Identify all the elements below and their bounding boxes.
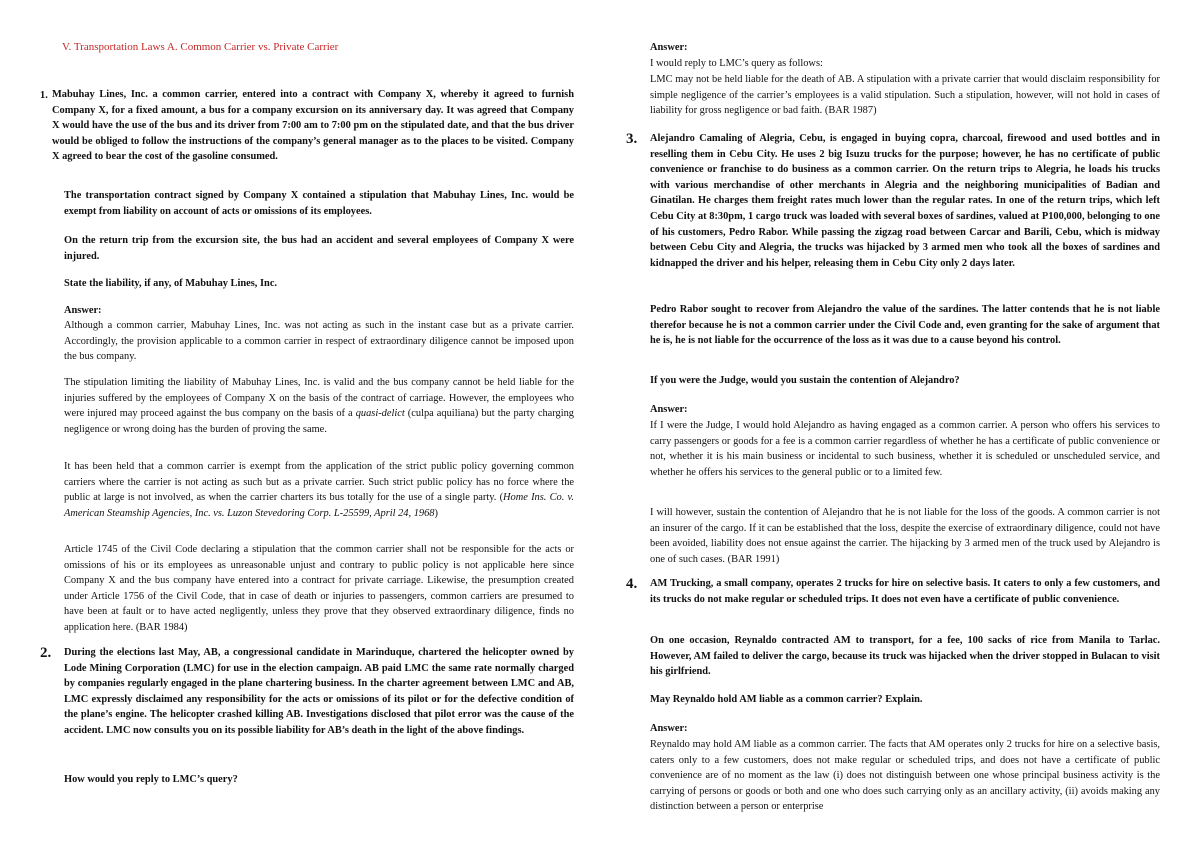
answer-1-p3-text-b: ): [434, 507, 438, 519]
answer-1-paragraph-1: Although a common carrier, Mabuhay Lines, Inc. was not acting as such in the instant case but as a private carrier. Accordingly, the provision applicable to a common carrier in respect of extraordinary diligence cannot be imposed upon the bus company.: [64, 320, 574, 363]
answer-4-label: Answer:: [650, 723, 688, 734]
question-3-number: 3.: [626, 131, 638, 147]
answer-4-paragraph-1: Reynaldo may hold AM liable as a common carrier. The facts that AM operates only 2 trucks for hire on a selective basis, caters only to a few customers, does not make regular or scheduled trips, and does not have a certificate of public convenience are of no moment as the law (i) does not distinguish between one whose principal business activity is the carrying of persons or goods or both and one who does such carrying only as an ancillary activity, (ii) avoids making any distinction between a person or enterprise: [650, 739, 1160, 813]
question-1-number: 1.: [40, 90, 48, 101]
question-2-text: During the elections last May, AB, a congressional candidate in Marinduque, chartered the helicopter owned by Lode Mining Corporation (LMC) for use in the election campaign. AB paid LMC the same rate normally charged by companies regularly engaged in the plane chartering business. In the charter agreement between LMC and AB, LMC expressly disclaimed any responsibility for the acts or omissions of its pilot or for the defective condition of the plane’s engine. The helicopter crashed killing AB. Investigations disclosed that pilot error was the cause of the accident. LMC now consults you on its possible liability for AB’s death in the light of the above findings.: [64, 647, 574, 736]
answer-1-p2-text-b: (culpa aquiliana) but the party charging negligence or wrong doing has the burden of proving the same.: [64, 408, 574, 435]
answer-3-paragraph-2: I will however, sustain the contention of Alejandro that he is not liable for the loss of the goods. A common carrier is not an insurer of the cargo. If it can be established that the loss, despite the exercise of extraordinary diligence, could not have been avoided, liability does not ensue against the carrier. The hijacking by 3 armed men of the truck used by Alejandro is one of such cases. (BAR 1991): [650, 507, 1160, 565]
question-4-paragraph-2: On one occasion, Reynaldo contracted AM to transport, for a fee, 100 sacks of rice from Manila to Tarlac. However, AM failed to deliver the cargo, because its truck was hijacked when the driver stopped in Bulacan to visit his girlfriend.: [650, 635, 1160, 678]
question-1-text: [52, 87, 574, 165]
answer-1-paragraph-2: [64, 375, 574, 437]
question-1-prompt: State the liability, if any, of Mabuhay Lines, Inc.: [64, 278, 278, 289]
answer-1-label: Answer:: [64, 305, 102, 316]
answer-1-p3-text-a: It has been held that a common carrier is exempt from the application of the strict public policy governing common carriers where the carrier is not acting as such but as a private carrier. Such strict public policy has no force where the public at large is not involved, as when the carrier charters its bus totally for the use of a single party. (: [64, 461, 574, 504]
question-4-number: 4.: [626, 576, 638, 592]
question-2-prompt: How would you reply to LMC’s query?: [64, 774, 238, 785]
answer-2-paragraph-1: I would reply to LMC’s query as follows:: [650, 58, 823, 69]
answer-2-label: Answer:: [650, 42, 688, 53]
answer-1-paragraph-4: Article 1745 of the Civil Code declaring a stipulation that the common carrier shall not be responsible for the acts or omissions of his or its employees as unreasonable unjust and contrary to public policy is not applicable here since Company X and the bus company have entered into a contract for private carriage. Likewise, the presumption created under Article 1756 of the Civil Code, that in case of death or injuries to passengers, common carriers are presumed to have been at fault or to have acted negligently, unless they prove that they observed extraordinary diligence, finds no application here. (BAR 1984): [64, 544, 574, 633]
answer-2-paragraph-2: LMC may not be held liable for the death of AB. A stipulation with a private carrier that would disclaim responsibility for simple negligence of the carrier’s employees is a valid stipulation. Such a stipulation, however, will not hold in cases of liability for gross negligence or bad faith. (BAR 1987): [650, 74, 1160, 117]
question-2-number: 2.: [40, 645, 52, 661]
question-4-prompt: May Reynaldo hold AM liable as a common carrier? Explain.: [650, 694, 923, 705]
question-1-body: Mabuhay Lines, Inc. a common carrier, entered into a contract with Company X, whereby it agreed to furnish Company X, for a fixed amount, a bus for a company excursion on its anniversary day. It was agreed that Company X would have the use of the bus and its driver from 7:00 am to 7:00 pm on the stipulated date, and that the bus driver would be obliged to follow the instructions of the company’s general manager as to the places to be visited. Company X agreed to bear the cost of the gasoline consumed.: [52, 89, 574, 163]
answer-3-paragraph-1: If I were the Judge, I would hold Alejandro as having engaged as a common carrier. A person who offers his services to carry passengers or goods for a fee is a common carrier regardless of whether he has a certificate of public convenience or not, whether it is his main business or incidental to such business, whether it is scheduled or unscheduled service, and whether he offers his services to the general public or to a limited few.: [650, 420, 1160, 478]
question-3-text: Alejandro Camaling of Alegria, Cebu, is engaged in buying copra, charcoal, firewood and used bottles and in reselling them in Cebu City. He uses 2 big Isuzu trucks for the purpose; however, he has no certificate of public convenience or franchise to do business as a common carrier. On the return trips to Alegria, he loads his trucks with various merchandise of other merchants in Alegria and the neighboring municipalities of Badian and Ginatilan. He charges them freight rates much lower than the regular rates. In one of the return trips, which left Cebu City at 8:30pm, 1 cargo truck was loaded with several boxes of sardines, valued at P100,000, belonging to one of his customers, Pedro Rabor. While passing the zigzag road between Carcar and Barili, Cebu, which is midway between Cebu City and Alegria, the trucks was hijacked by 3 armed men who took all the boxes of sardines and kidnapped the driver and his helper, releasing them in Cebu City only 2 days later.: [650, 133, 1160, 269]
question-4-text: AM Trucking, a small company, operates 2 trucks for hire on selective basis. It caters to only a few customers, and its trucks do not make regular or scheduled trips. It does not even have a certificate of public convenience.: [650, 578, 1160, 605]
question-3-paragraph-2: Pedro Rabor sought to recover from Alejandro the value of the sardines. The latter contends that he is not liable therefor because he is not a common carrier under the Civil Code and, even granting for the sake of argument that he is, he is not liable for the occurrence of the loss as it was due to a cause beyond his control.: [650, 304, 1160, 347]
header: V. Transportation Laws A. Common Carrier vs. Private Carrier: [62, 41, 339, 53]
question-3-prompt: If you were the Judge, would you sustain the contention of Alejandro?: [650, 375, 960, 386]
answer-1-p2-text-a: The stipulation limiting the liability of Mabuhay Lines, Inc. is valid and the bus company cannot be held liable for the injuries suffered by the employees of Company X on the basis of the contract of carriage. However, the employees who were injured may proceed against the bus company on the basis of a: [64, 377, 574, 420]
question-1-paragraph-2: The transportation contract signed by Company X contained a stipulation that Mabuhay Lines, Inc. would be exempt from liability on account of acts or omissions of its employees.: [64, 190, 574, 217]
answer-3-label: Answer:: [650, 404, 688, 415]
answer-1-p2-italic: quasi-delict: [355, 408, 405, 420]
answer-1-paragraph-3: [64, 459, 574, 521]
answer-1-p3-italic: Home Ins. Co. v. American Steamship Agencies, Inc. vs. Luzon Stevedoring Corp. L-25599, April 24, 1968: [64, 492, 574, 519]
question-1-paragraph-3: On the return trip from the excursion site, the bus had an accident and several employees of Company X were injured.: [64, 235, 574, 262]
